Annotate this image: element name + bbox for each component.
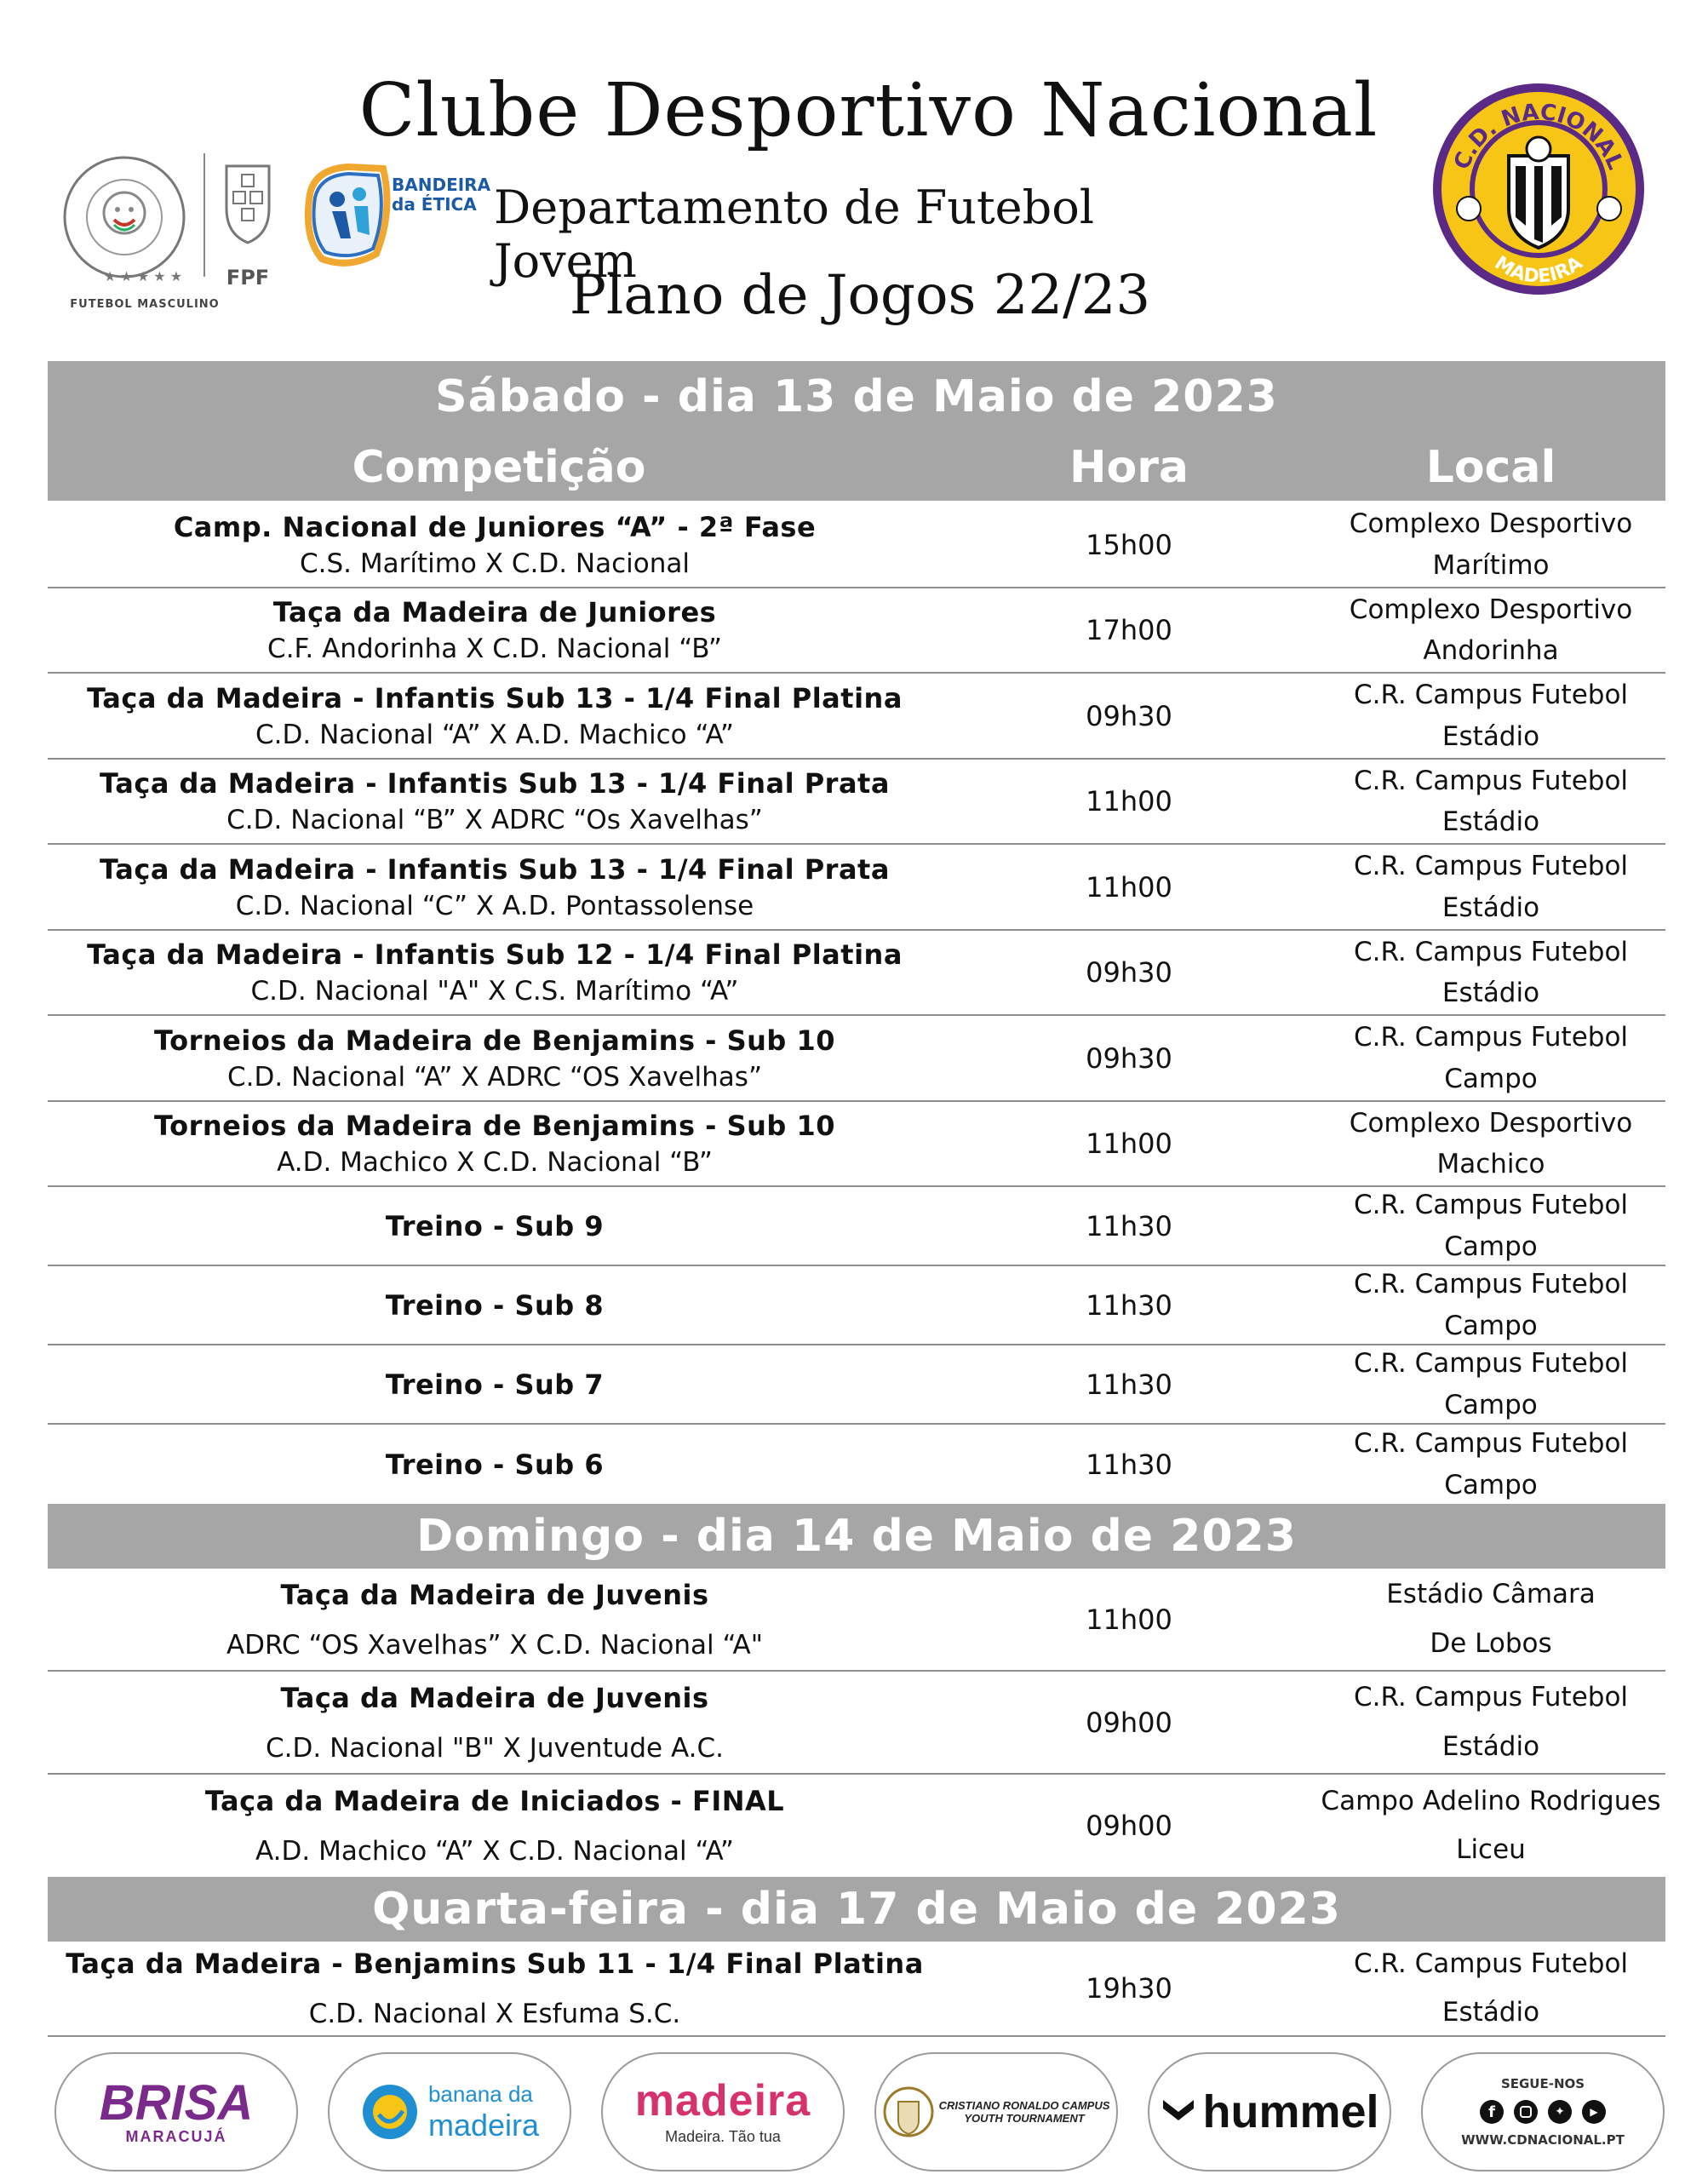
location-line1: C.R. Campus Futebol	[1353, 936, 1629, 967]
match-time: 11h30	[1086, 1368, 1172, 1401]
location-line1: C.R. Campus Futebol	[1353, 1948, 1629, 1979]
column-header-location: Local	[1425, 442, 1556, 493]
match-teams: C.D. Nacional “A” X A.D. Machico “A”	[255, 719, 734, 750]
day-title: Sábado - dia 13 de Maio de 2023	[435, 371, 1278, 422]
match-time: 11h30	[1086, 1288, 1172, 1322]
location-line1: C.R. Campus Futebol	[1353, 680, 1629, 711]
table-row	[48, 1569, 1665, 1672]
location-line2: Campo	[1444, 1389, 1538, 1420]
youtube-icon[interactable]: ▶	[1582, 2100, 1606, 2124]
campus-crest-icon	[883, 2078, 934, 2146]
match-teams: C.F. Andorinha X C.D. Nacional “B”	[267, 634, 722, 664]
match-teams: C.D. Nacional "B" X Juventude A.C.	[265, 1732, 724, 1764]
twitter-icon[interactable]: ✦	[1548, 2100, 1572, 2124]
competition-name: Taça da Madeira - Infantis Sub 13 - 1/4 Final Prata	[100, 767, 890, 800]
location-line2: Andorinha	[1423, 635, 1559, 666]
match-teams: ADRC “OS Xavelhas” X C.D. Nacional “A"	[226, 1629, 764, 1661]
location-line1: C.R. Campus Futebol	[1353, 765, 1629, 796]
department-subtitle: Departamento de Futebol Jovem	[494, 181, 1094, 288]
table-row	[48, 1016, 1665, 1102]
day-title: Domingo - dia 14 de Maio de 2023	[416, 1511, 1297, 1562]
match-time: 11h00	[1086, 1603, 1172, 1636]
match-teams: C.D. Nacional "A" X C.S. Marítimo “A”	[250, 976, 739, 1007]
crest-top-text: C.D. NACIONAL	[1448, 99, 1629, 174]
location-line2: Campo	[1444, 1469, 1538, 1500]
fpf-label: FPF	[226, 266, 270, 290]
match-teams: C.D. Nacional “C” X A.D. Pontassolense	[235, 890, 754, 921]
competition-name: Taça da Madeira - Infantis Sub 12 - 1/4 Final Platina	[87, 938, 903, 971]
table-row	[48, 1102, 1665, 1187]
column-header-time: Hora	[1069, 442, 1189, 493]
plan-title: Plano de Jogos 22/23	[569, 264, 1151, 327]
competition-name: Torneios da Madeira de Benjamins - Sub 10	[154, 1110, 835, 1142]
location-line2: Liceu	[1456, 1834, 1526, 1865]
match-teams: C.S. Marítimo X C.D. Nacional	[299, 548, 690, 579]
madeira-sub: Madeira. Tão tua	[665, 2127, 781, 2145]
instagram-icon[interactable]	[1514, 2100, 1538, 2124]
table-row	[48, 1942, 1665, 2037]
table-row	[48, 674, 1665, 760]
location-line1: C.R. Campus Futebol	[1353, 1190, 1629, 1221]
location-line1: C.R. Campus Futebol	[1353, 851, 1629, 882]
campus-line2: YOUTH TOURNAMENT	[964, 2112, 1085, 2125]
madeira-name: madeira	[634, 2075, 811, 2126]
banana-icon	[360, 2082, 420, 2142]
match-time: 11h00	[1086, 785, 1172, 818]
sponsor-brisa-logo	[54, 2052, 298, 2171]
campus-line1: CRISTIANO RONALDO CAMPUS	[938, 2099, 1110, 2112]
match-time: 15h00	[1086, 528, 1172, 561]
location-line1: C.R. Campus Futebol	[1353, 1348, 1629, 1380]
competition-name: Taça da Madeira - Infantis Sub 13 - 1/4 Final Platina	[87, 681, 903, 714]
competition-name: Camp. Nacional de Juniores “A” - 2ª Fase	[173, 510, 817, 543]
brisa-name: BRISA	[99, 2074, 254, 2131]
competition-name: Taça da Madeira de Juvenis	[280, 1578, 709, 1611]
location-line2: Estádio	[1441, 892, 1540, 923]
competition-name: Taça da Madeira de Iniciados - FINAL	[204, 1785, 785, 1817]
location-line2: Machico	[1436, 1149, 1545, 1179]
brisa-sub: MARACUJÁ	[125, 2127, 227, 2145]
location-line2: Campo	[1444, 1231, 1538, 1262]
table-row	[48, 1425, 1665, 1504]
competition-name: Taça da Madeira - Benjamins Sub 11 - 1/4 Final Platina	[66, 1948, 924, 1980]
table-row	[48, 588, 1665, 674]
match-time: 09h30	[1086, 699, 1172, 732]
match-teams: C.D. Nacional “B” X ADRC “Os Xavelhas”	[226, 805, 763, 835]
banana-line2: madeira	[427, 2107, 540, 2143]
match-time: 19h30	[1086, 1972, 1172, 2005]
location-line1: Complexo Desportivo	[1349, 508, 1633, 540]
club-title: Clube Desportivo Nacional	[358, 68, 1378, 153]
location-line2: Estádio	[1441, 1997, 1540, 2028]
competition-name: Treino - Sub 8	[385, 1288, 605, 1322]
hummel-chevron-icon	[1160, 2093, 1197, 2131]
match-teams: A.D. Machico X C.D. Nacional “B”	[277, 1147, 713, 1178]
match-teams: C.D. Nacional X Esfuma S.C.	[308, 1999, 681, 2029]
location-line2: Estádio	[1441, 1730, 1540, 1762]
table-row	[48, 845, 1665, 931]
day-title: Quarta-feira - dia 17 de Maio de 2023	[372, 1884, 1341, 1935]
certified-training-entity-logo	[56, 153, 192, 290]
day-header-wednesday	[48, 1877, 1665, 1942]
social-label: SEGUE-NOS	[1500, 2076, 1585, 2091]
match-time: 11h30	[1086, 1209, 1172, 1242]
location-line1: C.R. Campus Futebol	[1353, 1022, 1629, 1053]
table-row	[48, 1345, 1665, 1425]
location-line2: Campo	[1444, 1310, 1538, 1341]
sponsor-social-links	[1421, 2052, 1665, 2171]
table-row	[48, 1266, 1665, 1345]
table-row	[48, 1775, 1665, 1877]
competition-name: Treino - Sub 9	[385, 1209, 605, 1242]
cert-caption: FUTEBOL MASCULINO	[70, 298, 220, 311]
match-teams: C.D. Nacional “A” X ADRC “OS Xavelhas”	[226, 1061, 763, 1093]
location-line1: Campo Adelino Rodrigues	[1321, 1785, 1661, 1816]
location-line2: Estádio	[1441, 978, 1540, 1008]
table-row	[48, 1672, 1665, 1775]
match-time: 09h30	[1086, 1041, 1172, 1075]
competition-name: Taça da Madeira de Juvenis	[280, 1681, 709, 1714]
club-website-link[interactable]: WWW.CDNACIONAL.PT	[1461, 2132, 1625, 2148]
competition-name: Treino - Sub 6	[385, 1448, 605, 1481]
competition-name: Taça da Madeira de Juniores	[272, 596, 717, 628]
location-line2: De Lobos	[1430, 1627, 1552, 1659]
location-line1: C.R. Campus Futebol	[1353, 1682, 1629, 1713]
hummel-name: hummel	[1202, 2086, 1379, 2137]
location-line1: C.R. Campus Futebol	[1353, 1269, 1629, 1300]
match-time: 17h00	[1086, 614, 1172, 646]
location-line1: Estádio Câmara	[1386, 1579, 1596, 1610]
column-header-competition: Competição	[352, 442, 646, 493]
location-line2: Campo	[1444, 1063, 1538, 1094]
banana-line1: banana da	[427, 2080, 533, 2107]
location-line1: Complexo Desportivo	[1349, 594, 1633, 625]
match-time: 11h00	[1086, 870, 1172, 904]
competition-name: Torneios da Madeira de Benjamins - Sub 10	[154, 1024, 835, 1057]
sponsor-banana-da-madeira-logo	[328, 2052, 571, 2171]
location-line2: Estádio	[1441, 806, 1540, 837]
table-row	[48, 760, 1665, 845]
match-time: 09h00	[1086, 1706, 1172, 1739]
sponsor-visit-madeira-logo	[601, 2052, 845, 2171]
match-time: 11h00	[1086, 1127, 1172, 1160]
table-row	[48, 931, 1665, 1016]
location-line1: Complexo Desportivo	[1349, 1107, 1633, 1139]
location-line1: C.R. Campus Futebol	[1353, 1428, 1629, 1460]
match-teams: A.D. Machico “A” X C.D. Nacional “A”	[255, 1836, 734, 1867]
match-time: 09h30	[1086, 956, 1172, 989]
table-row	[48, 1187, 1665, 1266]
cd-nacional-crest	[1430, 81, 1648, 298]
competition-name: Treino - Sub 7	[385, 1368, 605, 1401]
sponsor-cr-campus-tournament-logo	[874, 2052, 1118, 2171]
location-line2: Estádio	[1441, 720, 1540, 752]
table-row	[48, 502, 1665, 588]
sponsor-hummel-logo	[1148, 2052, 1391, 2171]
day-header-sunday	[48, 1504, 1665, 1569]
match-time: 09h00	[1086, 1810, 1172, 1842]
facebook-icon[interactable]: f	[1480, 2100, 1504, 2124]
bandeira-da-etica-label: BANDEIRA da ÉTICA	[392, 175, 491, 215]
location-line2: Marítimo	[1432, 549, 1550, 581]
competition-name: Taça da Madeira - Infantis Sub 13 - 1/4 Final Prata	[100, 852, 890, 886]
svg-text:★ ★ ★ ★ ★: ★ ★ ★ ★ ★	[104, 268, 183, 284]
match-time: 11h30	[1086, 1448, 1172, 1481]
crest-bottom-text: MADEIRA	[1490, 252, 1587, 288]
